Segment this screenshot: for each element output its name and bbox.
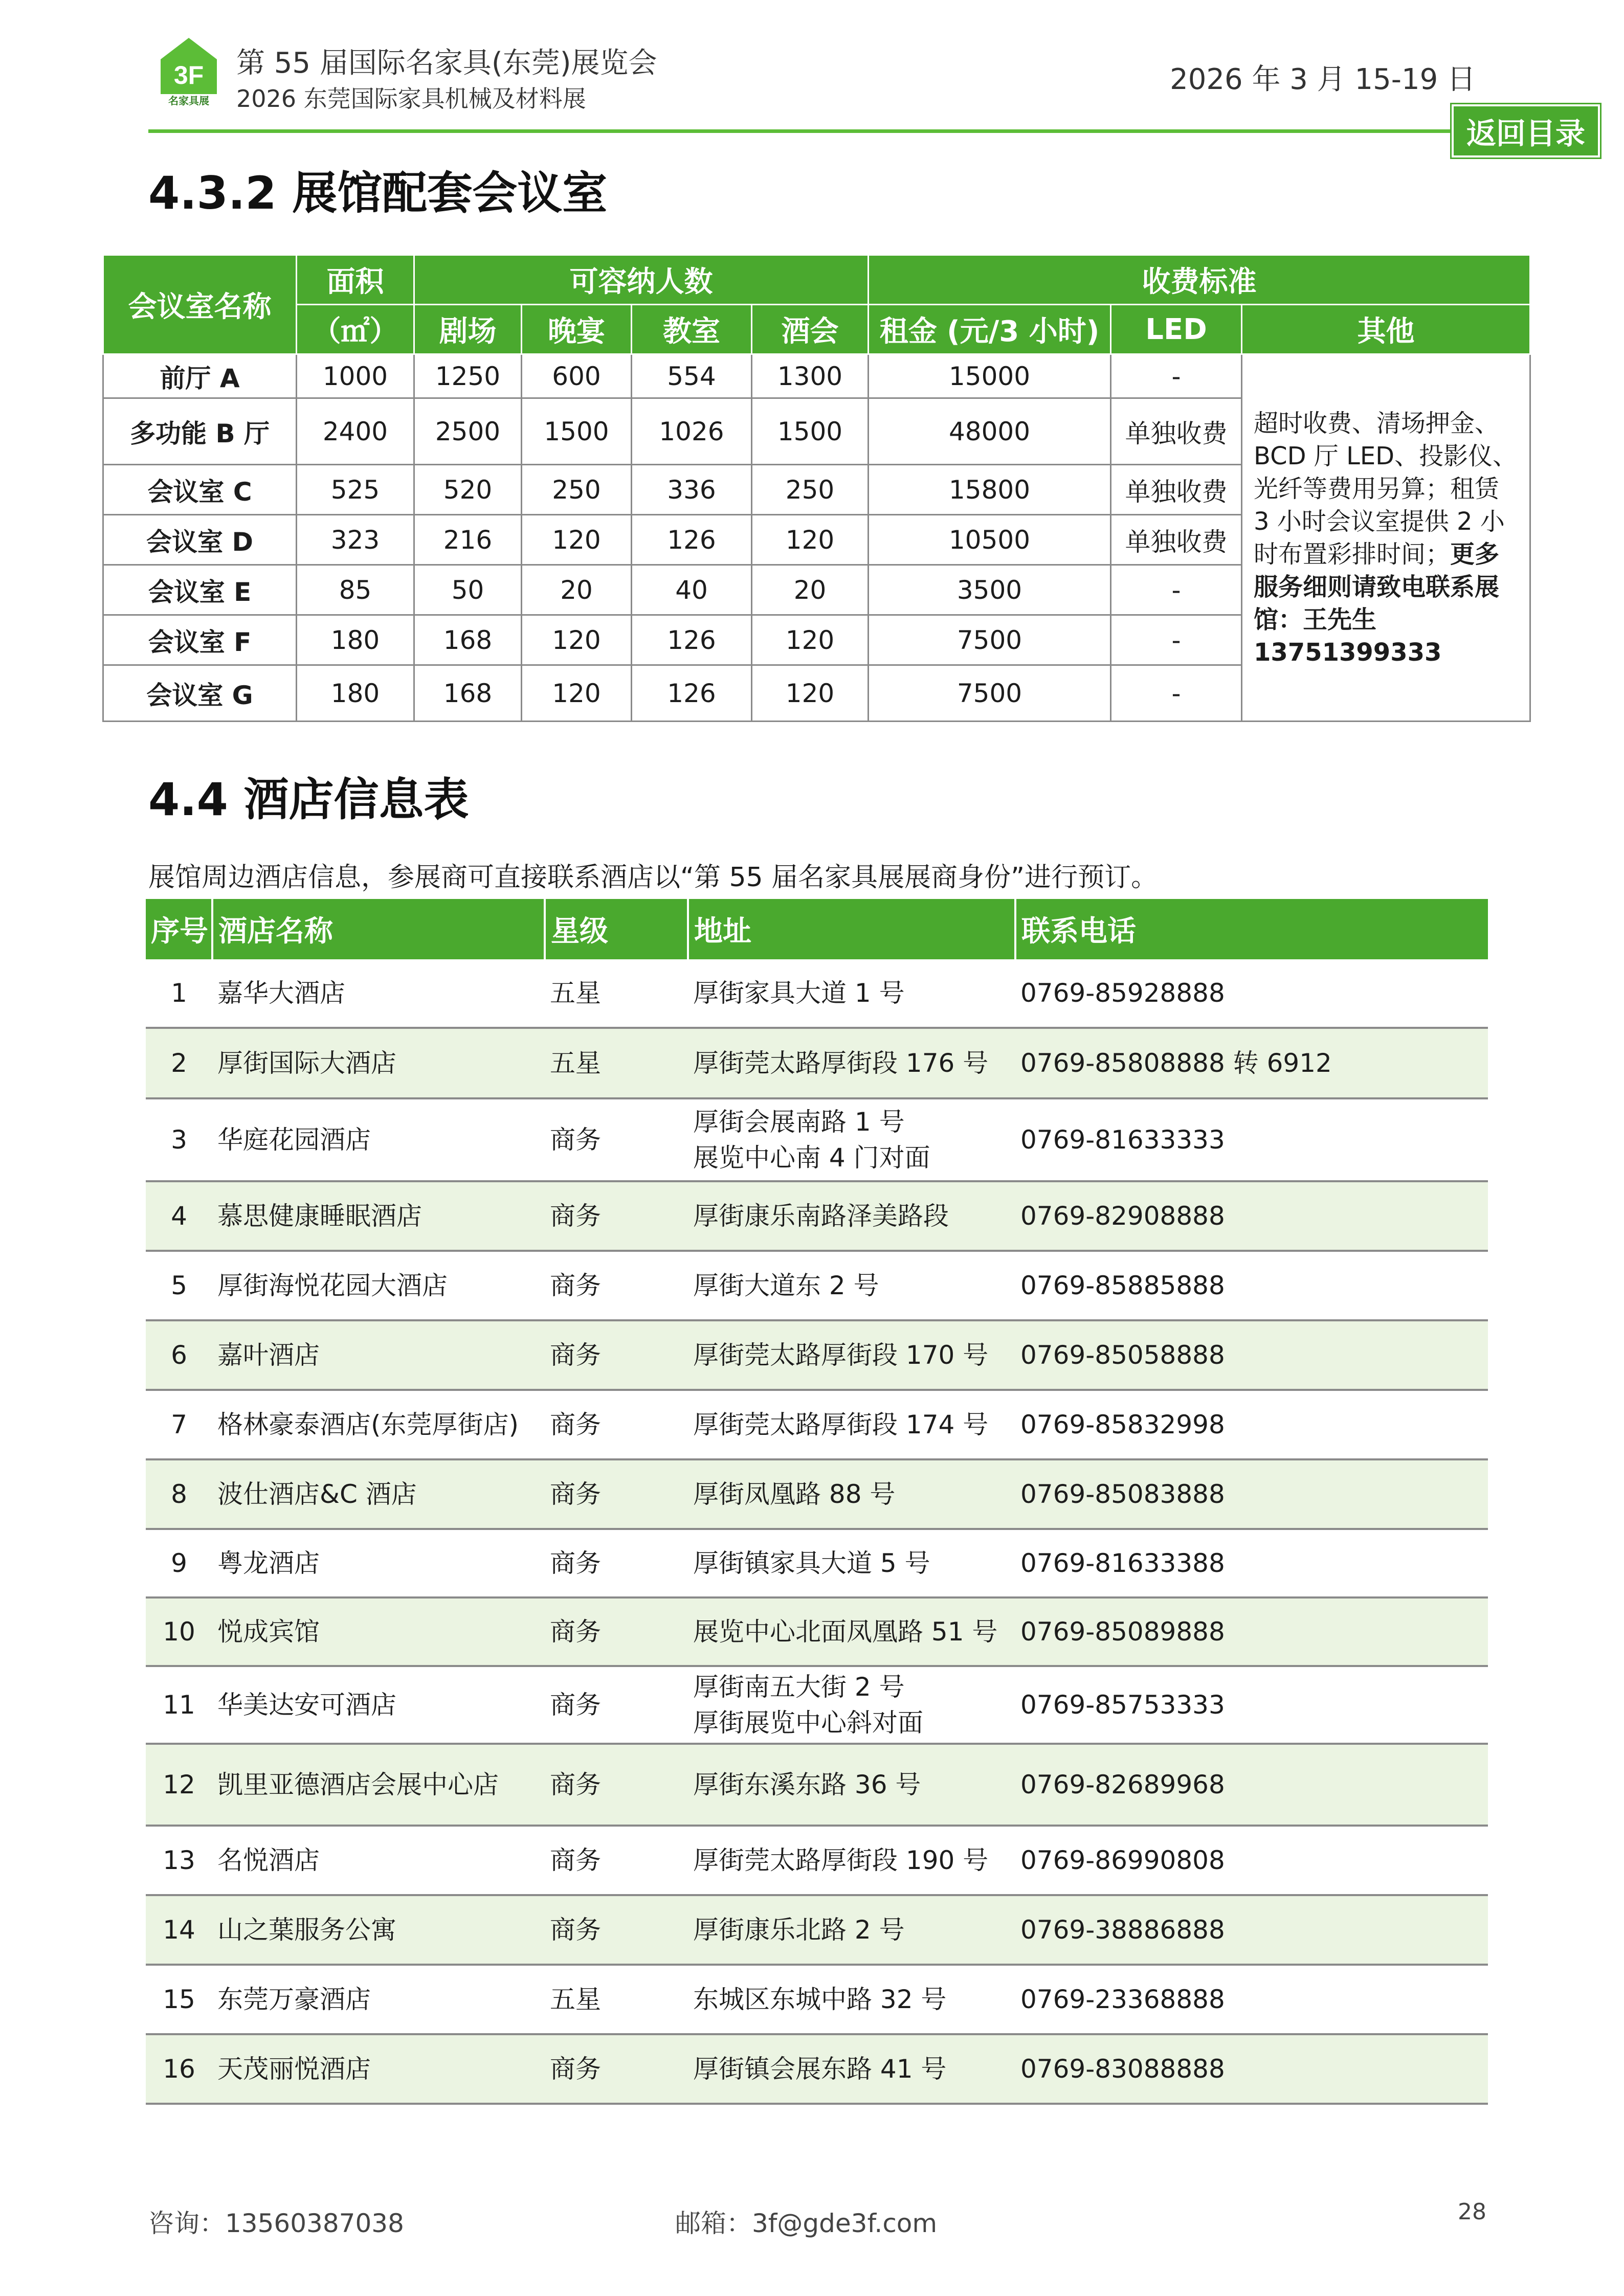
hotel-address-line: 厚街会展南路 1 号 [693, 1107, 905, 1137]
hotel-address-line: 厚街镇家具大道 5 号 [693, 1548, 930, 1578]
hotel-star: 商务 [545, 1744, 688, 1826]
hotel-star: 商务 [545, 1895, 688, 1965]
room-cocktail: 120 [752, 665, 869, 722]
hotel-no: 2 [146, 1028, 212, 1098]
hotel-no: 15 [146, 1965, 212, 2034]
brand-logo [159, 37, 219, 108]
hotel-address-line: 厚街康乐北路 2 号 [693, 1915, 905, 1945]
hotel-address [688, 1826, 1015, 1895]
hotel-phone: 0769-82689968 [1015, 1744, 1488, 1826]
room-banquet: 1500 [522, 398, 632, 465]
hotel-name: 华庭花园酒店 [212, 1098, 545, 1181]
hotel-no: 7 [146, 1390, 212, 1459]
room-classroom: 126 [632, 665, 752, 722]
hotel-address-line: 厚街南五大街 2 号 [693, 1672, 905, 1702]
col-cocktail: 酒会 [752, 305, 869, 354]
room-cocktail: 1500 [752, 398, 869, 465]
col-rent: 租金 (元/3 小时) [869, 305, 1111, 354]
hotel-address [688, 1744, 1015, 1826]
col-hotel-phone: 联系电话 [1015, 899, 1488, 959]
hotel-star: 商务 [545, 1320, 688, 1390]
hotel-address [688, 1181, 1015, 1251]
hotel-row [146, 2034, 1488, 2104]
room-banquet: 20 [522, 565, 632, 615]
hotel-name: 悦成宾馆 [212, 1597, 545, 1666]
room-cocktail: 120 [752, 515, 869, 565]
hotel-address-line: 厚街莞太路厚街段 176 号 [693, 1048, 989, 1078]
hotel-phone: 0769-81633388 [1015, 1529, 1488, 1597]
hotel-phone: 0769-23368888 [1015, 1965, 1488, 2034]
col-hotel-star: 星级 [545, 899, 688, 959]
room-rent: 15000 [869, 354, 1111, 398]
room-rent: 3500 [869, 565, 1111, 615]
hotel-row [146, 1251, 1488, 1320]
hotel-name: 厚街国际大酒店 [212, 1028, 545, 1098]
room-classroom: 126 [632, 515, 752, 565]
hotel-no: 3 [146, 1098, 212, 1181]
hotel-address-line: 厚街展览中心斜对面 [693, 1708, 923, 1738]
room-area: 180 [297, 615, 414, 665]
hotel-name: 厚街海悦花园大酒店 [212, 1251, 545, 1320]
room-name: 会议室 G [103, 665, 297, 722]
room-led: 单独收费 [1111, 465, 1242, 515]
col-led: LED [1111, 305, 1242, 354]
hotel-address [688, 1597, 1015, 1666]
logo-text: 3F [173, 61, 204, 89]
hotel-star: 商务 [545, 1181, 688, 1251]
room-classroom: 336 [632, 465, 752, 515]
hotel-info-heading: 4.4 酒店信息表 [148, 773, 469, 826]
hotel-address [688, 1251, 1015, 1320]
hotel-row [146, 1666, 1488, 1744]
hotel-star: 五星 [545, 959, 688, 1028]
hotel-address-line: 厚街康乐南路泽美路段 [693, 1201, 949, 1231]
room-led: - [1111, 665, 1242, 722]
col-banquet: 晚宴 [522, 305, 632, 354]
hotel-star: 商务 [545, 1098, 688, 1181]
hotel-star: 五星 [545, 1965, 688, 2034]
hotel-address-line: 展览中心北面凤凰路 51 号 [693, 1617, 998, 1647]
col-area-unit: （㎡） [297, 305, 414, 354]
room-area: 85 [297, 565, 414, 615]
room-rent: 48000 [869, 398, 1111, 465]
hotel-address [688, 959, 1015, 1028]
hotel-no: 16 [146, 2034, 212, 2104]
hotel-no: 11 [146, 1666, 212, 1744]
hotel-name: 山之葉服务公寓 [212, 1895, 545, 1965]
hotel-row [146, 1390, 1488, 1459]
hotel-name: 天茂丽悦酒店 [212, 2034, 545, 2104]
hotel-address [688, 1895, 1015, 1965]
hotel-phone: 0769-85058888 [1015, 1320, 1488, 1390]
hotel-star: 商务 [545, 2034, 688, 2104]
room-cocktail: 120 [752, 615, 869, 665]
hotel-row [146, 959, 1488, 1028]
hotel-name: 华美达安可酒店 [212, 1666, 545, 1744]
hotel-address-line: 东城区东城中路 32 号 [693, 1985, 947, 2014]
header-date: 2026 年 3 月 15-19 日 [1170, 63, 1476, 96]
hotel-row [146, 1965, 1488, 2034]
room-classroom: 126 [632, 615, 752, 665]
col-capacity: 可容纳人数 [414, 255, 869, 305]
col-hotel-no: 序号 [146, 899, 212, 959]
meeting-rooms-table [102, 254, 1531, 722]
hotel-phone: 0769-81633333 [1015, 1098, 1488, 1181]
hotel-address [688, 1529, 1015, 1597]
hotel-address-line: 厚街凤凰路 88 号 [693, 1479, 896, 1509]
room-banquet: 120 [522, 615, 632, 665]
hotel-phone: 0769-86990808 [1015, 1826, 1488, 1895]
hotel-star: 商务 [545, 1251, 688, 1320]
room-led: 单独收费 [1111, 515, 1242, 565]
hotel-no: 5 [146, 1251, 212, 1320]
hotel-address-line: 展览中心南 4 门对面 [693, 1143, 930, 1173]
room-led: - [1111, 565, 1242, 615]
hotel-phone: 0769-85885888 [1015, 1251, 1488, 1320]
fee-notes-text: 超时收费、清场押金、BCD 厅 LED、投影仪、光纤等费用另算；租赁 3 小时会议室提供 2 小时布置彩排时间； [1254, 409, 1518, 569]
hotel-name: 嘉华大酒店 [212, 959, 545, 1028]
back-to-contents-button[interactable]: 返回目录 [1452, 104, 1600, 157]
room-banquet: 250 [522, 465, 632, 515]
hotel-name: 粤龙酒店 [212, 1529, 545, 1597]
hotel-address-line: 厚街镇会展东路 41 号 [693, 2054, 947, 2084]
footer-email: 邮箱：3f@gde3f.com [675, 2209, 938, 2238]
room-classroom: 1026 [632, 398, 752, 465]
room-theatre: 50 [414, 565, 522, 615]
room-area: 180 [297, 665, 414, 722]
room-cocktail: 1300 [752, 354, 869, 398]
room-banquet: 120 [522, 665, 632, 722]
hotel-star: 商务 [545, 1529, 688, 1597]
col-fees: 收费标准 [869, 255, 1530, 305]
logo-subtext: 名家具展 [168, 95, 209, 107]
hotel-name: 凯里亚德酒店会展中心店 [212, 1744, 545, 1826]
fee-notes-contact: 更多服务细则请致电联系展馆：王先生 13751399333 [1254, 539, 1500, 667]
hotel-no: 13 [146, 1826, 212, 1895]
room-area: 2400 [297, 398, 414, 465]
hotel-no: 14 [146, 1895, 212, 1965]
room-area: 323 [297, 515, 414, 565]
hotel-row [146, 1028, 1488, 1098]
hotel-phone: 0769-85928888 [1015, 959, 1488, 1028]
hotel-no: 4 [146, 1181, 212, 1251]
fee-notes [1242, 354, 1530, 722]
room-theatre: 216 [414, 515, 522, 565]
hotel-star: 商务 [545, 1390, 688, 1459]
hotel-no: 1 [146, 959, 212, 1028]
hotel-row [146, 1459, 1488, 1529]
col-area: 面积 [297, 255, 414, 305]
hotel-name: 格林豪泰酒店(东莞厚街店) [212, 1390, 545, 1459]
col-classroom: 教室 [632, 305, 752, 354]
hotel-address [688, 1965, 1015, 2034]
room-name: 会议室 C [103, 465, 297, 515]
room-led: - [1111, 354, 1242, 398]
room-theatre: 168 [414, 665, 522, 722]
header-subtitle: 2026 东莞国际家具机械及材料展 [236, 85, 586, 112]
page-number: 28 [1458, 2199, 1486, 2225]
room-area: 1000 [297, 354, 414, 398]
col-hotel-name: 酒店名称 [212, 899, 545, 959]
meeting-rooms-heading: 4.3.2 展馆配套会议室 [148, 167, 608, 219]
hotel-phone: 0769-85808888 转 6912 [1015, 1028, 1488, 1098]
hotel-name: 名悦酒店 [212, 1826, 545, 1895]
col-other: 其他 [1242, 305, 1530, 354]
hotel-row [146, 1597, 1488, 1666]
room-rent: 7500 [869, 665, 1111, 722]
hotel-address [688, 1666, 1015, 1744]
room-cocktail: 20 [752, 565, 869, 615]
hotel-phone: 0769-38886888 [1015, 1895, 1488, 1965]
hotel-no: 6 [146, 1320, 212, 1390]
room-cocktail: 250 [752, 465, 869, 515]
footer-consult: 咨询：13560387038 [148, 2209, 404, 2238]
hotel-address [688, 1098, 1015, 1181]
header-divider [148, 129, 1478, 133]
hotel-address-line: 厚街莞太路厚街段 170 号 [693, 1340, 989, 1370]
hotel-phone: 0769-85083888 [1015, 1459, 1488, 1529]
room-theatre: 1250 [414, 354, 522, 398]
hotel-star: 商务 [545, 1826, 688, 1895]
hotel-row [146, 1826, 1488, 1895]
hotel-name: 东莞万豪酒店 [212, 1965, 545, 2034]
hotel-no: 9 [146, 1529, 212, 1597]
hotel-row [146, 1098, 1488, 1181]
hotel-address-line: 厚街大道东 2 号 [693, 1271, 879, 1300]
hotel-address-line: 厚街家具大道 1 号 [693, 978, 905, 1008]
room-led: 单独收费 [1111, 398, 1242, 465]
room-name: 前厅 A [103, 354, 297, 398]
room-classroom: 40 [632, 565, 752, 615]
hotel-address-line: 厚街莞太路厚街段 190 号 [693, 1845, 989, 1875]
hotel-row [146, 1181, 1488, 1251]
room-name: 多功能 B 厅 [103, 398, 297, 465]
hotel-row [146, 1744, 1488, 1826]
hotel-row [146, 1320, 1488, 1390]
room-rent: 15800 [869, 465, 1111, 515]
hotel-address [688, 1459, 1015, 1529]
room-banquet: 600 [522, 354, 632, 398]
room-theatre: 168 [414, 615, 522, 665]
hotel-phone: 0769-85753333 [1015, 1666, 1488, 1744]
hotel-intro-text: 展馆周边酒店信息，参展商可直接联系酒店以“第 55 届名家具展展商身份”进行预订。 [148, 862, 1158, 893]
hotel-no: 12 [146, 1744, 212, 1826]
room-name: 会议室 F [103, 615, 297, 665]
col-room-name: 会议室名称 [103, 255, 297, 354]
hotel-no: 10 [146, 1597, 212, 1666]
col-theatre: 剧场 [414, 305, 522, 354]
hotel-address [688, 1028, 1015, 1098]
room-area: 525 [297, 465, 414, 515]
hotel-address [688, 1390, 1015, 1459]
room-name: 会议室 D [103, 515, 297, 565]
header-title: 第 55 届国际名家具(东莞)展览会 [236, 47, 657, 80]
hotel-star: 商务 [545, 1459, 688, 1529]
hotel-phone: 0769-85089888 [1015, 1597, 1488, 1666]
room-theatre: 2500 [414, 398, 522, 465]
hotel-table [146, 899, 1488, 2105]
hotel-name: 嘉叶酒店 [212, 1320, 545, 1390]
hotel-address-line: 厚街东溪东路 36 号 [693, 1770, 921, 1799]
room-rent: 10500 [869, 515, 1111, 565]
hotel-row [146, 1895, 1488, 1965]
hotel-name: 慕思健康睡眠酒店 [212, 1181, 545, 1251]
hotel-phone: 0769-83088888 [1015, 2034, 1488, 2104]
hotel-row [146, 1529, 1488, 1597]
room-rent: 7500 [869, 615, 1111, 665]
hotel-address-line: 厚街莞太路厚街段 174 号 [693, 1410, 989, 1439]
hotel-address [688, 1320, 1015, 1390]
room-classroom: 554 [632, 354, 752, 398]
room-led: - [1111, 615, 1242, 665]
room-name: 会议室 E [103, 565, 297, 615]
hotel-no: 8 [146, 1459, 212, 1529]
room-banquet: 120 [522, 515, 632, 565]
room-theatre: 520 [414, 465, 522, 515]
col-hotel-address: 地址 [688, 899, 1015, 959]
hotel-phone: 0769-85832998 [1015, 1390, 1488, 1459]
hotel-star: 商务 [545, 1666, 688, 1744]
hotel-phone: 0769-82908888 [1015, 1181, 1488, 1251]
hotel-address [688, 2034, 1015, 2104]
hotel-star: 商务 [545, 1597, 688, 1666]
hotel-name: 波仕酒店&C 酒店 [212, 1459, 545, 1529]
meeting-room-row [103, 354, 1530, 398]
hotel-star: 五星 [545, 1028, 688, 1098]
